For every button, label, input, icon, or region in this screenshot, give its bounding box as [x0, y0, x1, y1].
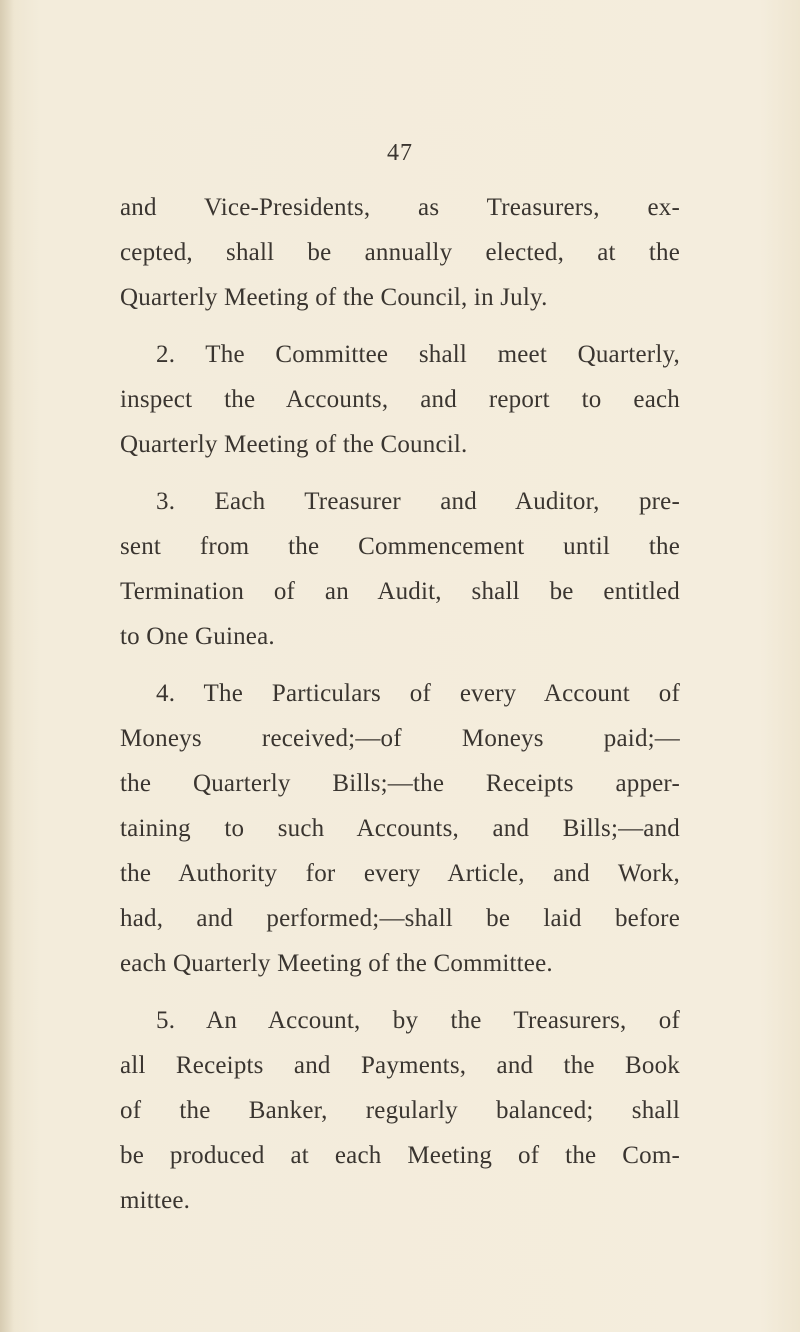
text-line: Moneys received;—of Moneys paid;— — [120, 725, 680, 752]
text-line: 4. The Particulars of every Account of — [156, 680, 680, 707]
text-line: Quarterly Meeting of the Council, in July. — [120, 284, 548, 311]
text-line: had, and performed;—shall be laid before — [120, 905, 680, 932]
text-line: Termination of an Audit, shall be entitled — [120, 578, 680, 605]
text-line: to One Guinea. — [120, 623, 275, 650]
text-line: the Quarterly Bills;—the Receipts apper- — [120, 770, 680, 797]
paragraph — [120, 671, 680, 986]
text-line: all Receipts and Payments, and the Book — [120, 1052, 680, 1079]
text-line: and Vice-Presidents, as Treasurers, ex- — [120, 194, 680, 221]
text-line: of the Banker, regularly balanced; shall — [120, 1097, 680, 1124]
text-line: sent from the Commencement until the — [120, 533, 680, 560]
text-line: 5. An Account, by the Treasurers, of — [156, 1007, 680, 1034]
paragraph — [120, 479, 680, 659]
text-line: taining to such Accounts, and Bills;—and — [120, 815, 680, 842]
paragraph — [120, 185, 680, 320]
paragraph — [120, 332, 680, 467]
text-line: the Authority for every Article, and Work, — [120, 860, 680, 887]
text-line: inspect the Accounts, and report to each — [120, 386, 680, 413]
text-line: be produced at each Meeting of the Com- — [120, 1142, 680, 1169]
page-body — [120, 185, 680, 1223]
paragraph — [120, 998, 680, 1223]
page-number: 47 — [387, 140, 413, 166]
text-line: mittee. — [120, 1187, 191, 1214]
text-line: cepted, shall be annually elected, at the — [120, 239, 680, 266]
text-line: 2. The Committee shall meet Quarterly, — [156, 341, 680, 368]
text-line: Quarterly Meeting of the Council. — [120, 431, 468, 458]
binding-shadow — [0, 0, 14, 1332]
text-line: 3. Each Treasurer and Auditor, pre- — [156, 488, 680, 515]
text-line: each Quarterly Meeting of the Committee. — [120, 950, 553, 977]
